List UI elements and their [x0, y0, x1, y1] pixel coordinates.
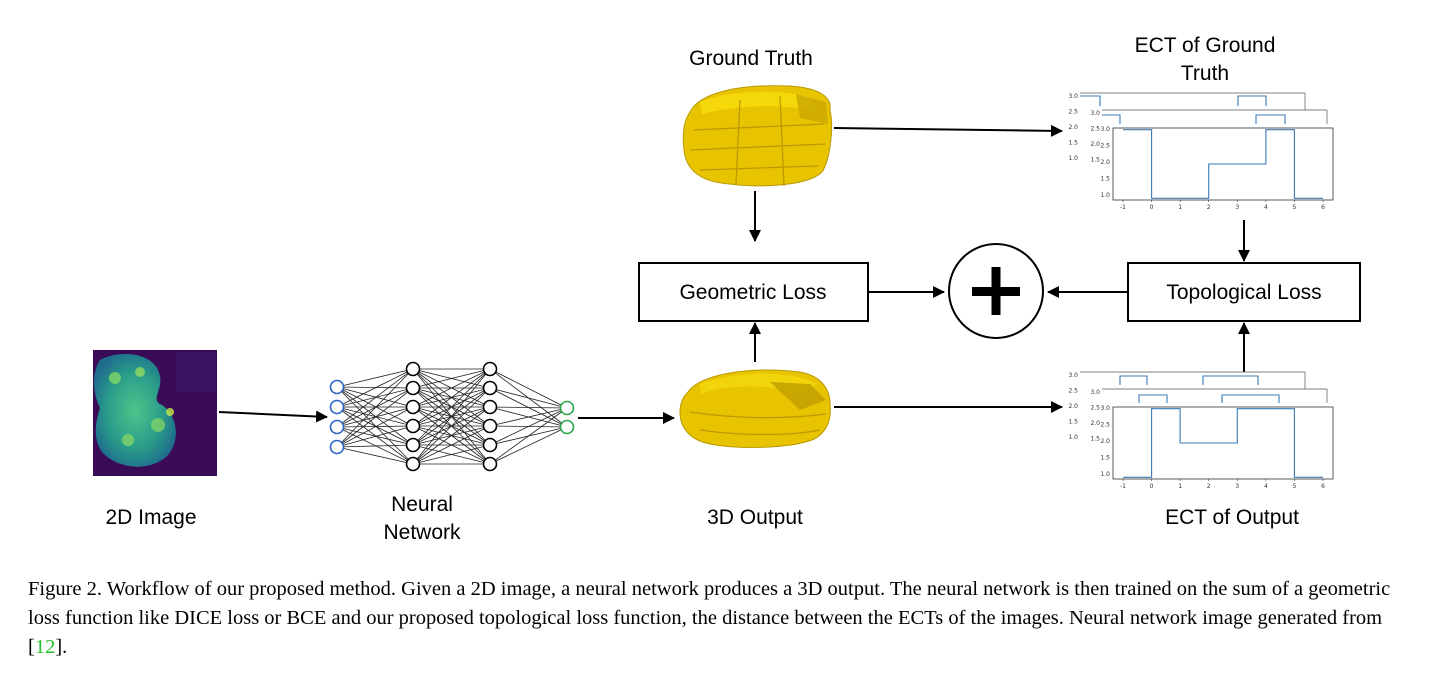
- ect-front-ytick: 1.0: [1100, 192, 1110, 199]
- ect-back-ytick: 2.0: [1068, 403, 1078, 410]
- arrow-gt-to-ect: [834, 128, 1062, 131]
- nn-edge: [490, 408, 567, 426]
- ect-front-xtick: -1: [1120, 483, 1126, 490]
- ect-back-ytick: 3.0: [1068, 372, 1078, 379]
- ect-panel-front-bg: [1103, 403, 1345, 499]
- ect-front-xtick: 5: [1292, 204, 1297, 211]
- ect-back-ytick: 2.5: [1068, 108, 1078, 116]
- ect-front-xtick: 6: [1321, 204, 1325, 211]
- ect-back-ytick: 1.0: [1068, 434, 1078, 441]
- ect-mid-ytick: 2.5: [1090, 125, 1100, 133]
- label-ect-output: ECT of Output: [1165, 506, 1299, 529]
- output-3d-shape: [680, 370, 830, 447]
- ect-front-xtick: 3: [1235, 204, 1240, 211]
- nn-node: [331, 421, 344, 434]
- nn-node: [407, 458, 420, 471]
- nn-node: [484, 401, 497, 414]
- nn-edge: [337, 387, 413, 426]
- ect-front-xtick: 5: [1292, 483, 1297, 490]
- figure-caption: [28, 575, 1423, 662]
- nn-node: [484, 439, 497, 452]
- ect-mid-ytick: 1.5: [1090, 156, 1100, 164]
- ect-panel-front-bg: [1103, 124, 1345, 220]
- ect-front-ytick: 2.0: [1100, 438, 1110, 445]
- ect-back-ytick: 1.5: [1068, 418, 1078, 426]
- nn-edge: [490, 369, 567, 408]
- label-3d-output: 3D Output: [707, 506, 803, 529]
- ect-mid-ytick: 2.0: [1090, 141, 1100, 148]
- ect-front-xtick: 1: [1178, 483, 1183, 490]
- caption-text: Figure 2. Workflow of our proposed method. Given a 2D image, a neural network produces a 3D output. The neural network is then trained on the sum of a geometric loss function like DICE loss or BCE and our proposed topological loss function, the distance between the ECTs of the images. Neural network image generated from [: [28, 578, 1391, 658]
- nn-node: [331, 381, 344, 394]
- ect-front-xtick: 4: [1263, 483, 1268, 490]
- ect-mid-ytick: 3.0: [1090, 389, 1100, 396]
- neural-network-graphic: [331, 363, 574, 471]
- ect-front-xtick: 2: [1206, 483, 1211, 490]
- ect-output-plots: [1065, 372, 1345, 499]
- nn-edge: [490, 388, 567, 408]
- label-ect-gt-line1: ECT of Ground: [1134, 34, 1276, 57]
- ect-back-ytick: 2.0: [1068, 124, 1078, 131]
- sum-node: [949, 244, 1043, 338]
- topological-loss-label: Topological Loss: [1166, 281, 1322, 304]
- label-ground-truth: Ground Truth: [689, 47, 813, 70]
- nn-node: [484, 363, 497, 376]
- ect-mid-ytick: 2.0: [1090, 420, 1100, 427]
- ect-front-ytick: 2.5: [1100, 421, 1110, 429]
- ect-front-ytick: 2.5: [1100, 142, 1110, 150]
- label-neural: Neural: [391, 493, 453, 516]
- ect-front-xtick: 4: [1263, 204, 1268, 211]
- geometric-loss-label: Geometric Loss: [679, 281, 827, 304]
- ect-front-xtick: 6: [1321, 483, 1325, 490]
- ect-mid-ytick: 2.5: [1090, 404, 1100, 412]
- label-2d-image: 2D Image: [105, 506, 197, 529]
- ect-front-xtick: 0: [1149, 204, 1154, 211]
- ground-truth-3d-shape: [683, 86, 831, 186]
- nn-edge: [490, 427, 567, 464]
- ect-mid-ytick: 3.0: [1090, 110, 1100, 117]
- nn-edge: [337, 387, 413, 464]
- input-2d-image: [93, 350, 217, 476]
- nn-node: [561, 421, 574, 434]
- label-network: Network: [383, 521, 461, 544]
- nn-node: [407, 401, 420, 414]
- nn-edge: [490, 408, 567, 464]
- nn-node: [407, 420, 420, 433]
- ect-front-ytick: 2.0: [1100, 159, 1110, 166]
- ect-front-xtick: 2: [1206, 204, 1211, 211]
- ect-mid-ytick: 1.5: [1090, 435, 1100, 443]
- caption-end: ].: [55, 636, 68, 658]
- nn-node: [407, 439, 420, 452]
- caption-reference-link[interactable]: 12: [34, 636, 56, 658]
- nn-node: [407, 363, 420, 376]
- ect-back-ytick: 2.5: [1068, 387, 1078, 395]
- ect-front-ytick: 1.5: [1100, 454, 1110, 462]
- nn-node: [484, 458, 497, 471]
- ect-front-xtick: 3: [1235, 483, 1240, 490]
- nn-node: [407, 382, 420, 395]
- ect-front-ytick: 3.0: [1100, 405, 1110, 412]
- ect-front-xtick: 0: [1149, 483, 1154, 490]
- ect-back-ytick: 3.0: [1068, 93, 1078, 100]
- ect-back-ytick: 1.5: [1068, 139, 1078, 147]
- ect-front-ytick: 1.5: [1100, 175, 1110, 183]
- ect-front-xtick: -1: [1120, 204, 1126, 211]
- arrow-image-to-network: [219, 412, 327, 417]
- ect-front-ytick: 3.0: [1100, 126, 1110, 133]
- label-ect-gt-line2: Truth: [1180, 62, 1230, 85]
- ect-ground-truth-plots: [1065, 93, 1345, 220]
- nn-node: [484, 420, 497, 433]
- ect-front-xtick: 1: [1178, 204, 1183, 211]
- nn-edge: [490, 407, 567, 408]
- nn-node: [484, 382, 497, 395]
- ect-back-ytick: 1.0: [1068, 155, 1078, 162]
- nn-node: [331, 401, 344, 414]
- ect-front-ytick: 1.0: [1100, 471, 1110, 478]
- nn-node: [331, 441, 344, 454]
- nn-node: [561, 402, 574, 415]
